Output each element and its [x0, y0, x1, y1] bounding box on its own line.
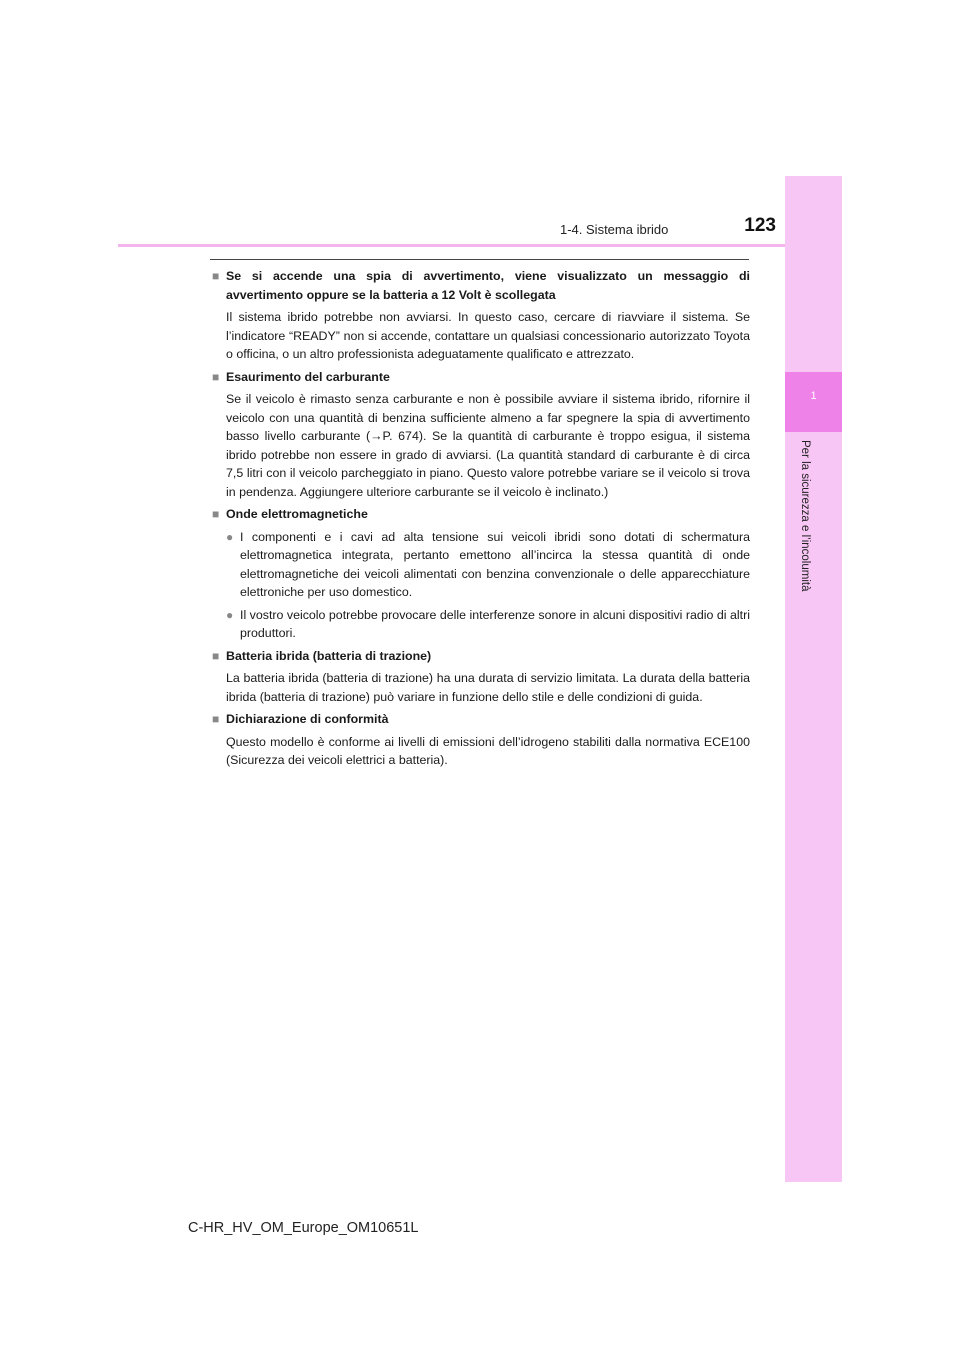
note-item — [212, 710, 750, 770]
note-text: Se il veicolo è rimasto senza carburante e non è possibile avviare il sistema ibrido, rifornire il veicolo con una quantità di benzina sufficiente almeno a far spegnere la spia di avvertimento basso livello carburante (→P. 674). Se la quantità di carburante è troppo esigua, il sistema ibrido potrebbe non essere in grado di avviarsi. (La quantità standard di carburante è di circa 7,5 litri con il veicolo parcheggiato in piano. Questo valore potrebbe variare se il veicolo si trova in pendenza. Aggiungere ulteriore carburante se il veicolo è inclinato.) — [226, 392, 750, 499]
page-number: 123 — [744, 215, 776, 236]
note-item — [212, 647, 750, 707]
circle-bullet-icon: ● — [226, 607, 234, 622]
chapter-title: Per la sicurezza e l’incolumità — [799, 440, 811, 592]
note-text: Il sistema ibrido potrebbe non avviarsi. In questo caso, cercare di riavviare il sistema. Se l’indicatore “READY” non si accende, contattare un qualsiasi concessionario autorizzato Toyota o officina, o un altro professionista adeguatamente qualificato e attrezzato. — [226, 310, 750, 361]
page-content — [212, 267, 750, 770]
note-item — [212, 267, 750, 364]
square-bullet-icon: ■ — [212, 648, 220, 663]
content-top-rule — [210, 259, 749, 260]
circle-bullet-icon: ● — [226, 529, 234, 544]
bullet-text: I componenti e i cavi ad alta tensione sui veicoli ibridi sono dotati di schermatura elettromagnetica integrata, pertanto emettono all’incirca la stessa quantità di onde elettromagnetiche dei veicoli alimentati con benzina convenzionale o delle apparecchiature elettroniche per uso domestico. — [240, 529, 750, 599]
bullet-text: Il vostro veicolo potrebbe provocare delle interferenze sonore in alcuni dispositivi radio di altri produttori. — [240, 607, 750, 640]
note-item — [212, 368, 750, 502]
chapter-number: 1 — [810, 390, 817, 402]
bullet-item — [226, 606, 750, 643]
chapter-tab-active[interactable] — [785, 372, 842, 432]
chapter-side-tab — [785, 176, 842, 1182]
note-text: Questo modello è conforme ai livelli di emissioni dell’idrogeno stabiliti dalla normativa ECE100 (Sicurezza dei veicoli elettrici a batteria). — [226, 734, 750, 767]
header-divider — [118, 244, 785, 247]
note-title: Dichiarazione di conformità — [226, 712, 389, 726]
note-title: Onde elettromagnetiche — [226, 507, 368, 521]
square-bullet-icon: ■ — [212, 712, 220, 726]
note-item — [212, 505, 750, 643]
note-title: Se si accende una spia di avvertimento, viene visualizzato un messaggio di avvertimento oppure se la batteria a 12 Volt è scollegata — [226, 269, 750, 302]
note-text: La batteria ibrida (batteria di trazione) ha una durata di servizio limitata. La durata della batteria ibrida (batteria di trazione) può variare in funzione dello stile e delle condizioni di guida. — [226, 671, 750, 704]
note-title: Esaurimento del carburante — [226, 369, 390, 384]
document-code: C-HR_HV_OM_Europe_OM10651L — [188, 1220, 419, 1236]
note-title: Batteria ibrida (batteria di trazione) — [226, 648, 432, 663]
square-bullet-icon: ■ — [212, 507, 220, 521]
bullet-item — [226, 528, 750, 602]
section-title: 1-4. Sistema ibrido — [560, 222, 669, 237]
square-bullet-icon: ■ — [212, 369, 220, 384]
square-bullet-icon: ■ — [212, 269, 220, 283]
